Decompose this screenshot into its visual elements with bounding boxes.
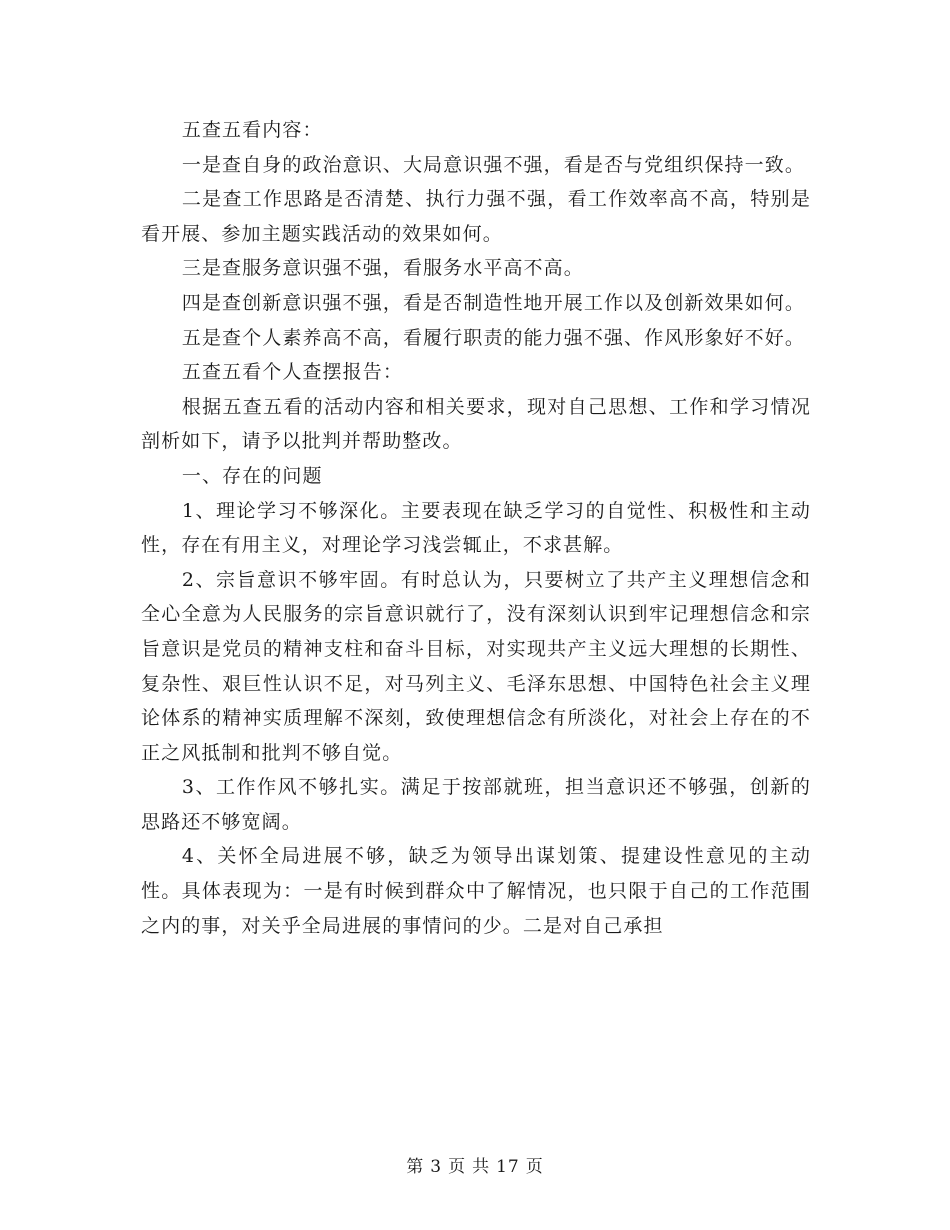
paragraph: 二是查工作思路是否清楚、执行力强不强，看工作效率高不高，特别是看开展、参加主题实践活动的效果如何。 — [141, 188, 811, 245]
footer-gong: 共 — [472, 1157, 491, 1177]
total-pages: 17 — [496, 1157, 520, 1177]
paragraph: 2、宗旨意识不够牢固。有时总认为，只要树立了共产主义理想信念和全心全意为人民服务的宗旨意识就行了，没有深刻认识到牢记理想信念和宗旨意识是党员的精神支柱和奋斗目标，对实现共产主义远大理想的长期性、复杂性、艰巨性认识不足，对马列主义、毛泽东思想、中国特色社会主义理论体系的精神实质理解不深刻，致使理想信念有所淡化，对社会上存在的不正之风抵制和批判不够自觉。 — [141, 568, 811, 764]
paragraph: 根据五查五看的活动内容和相关要求，现对自己思想、工作和学习情况剖析如下，请予以批判并帮助整改。 — [141, 395, 811, 453]
page-number: 3 — [430, 1157, 443, 1177]
paragraph: 五是查个人素养高不高，看履行职责的能力强不强、作风形象好不好。 — [181, 326, 805, 349]
page-footer — [0, 1152, 950, 1177]
paragraph: 一是查自身的政治意识、大局意识强不强，看是否与党组织保持一致。 — [181, 153, 805, 176]
paragraph: 三是查服务意识强不强，看服务水平高不高。 — [181, 257, 584, 280]
paragraph: 4、关怀全局进展不够，缺乏为领导出谋划策、提建设性意见的主动性。具体表现为：一是有时候到群众中了解情况，也只限于自己的工作范围之内的事，对关乎全局进展的事情问的少。二是对自己承担 — [141, 845, 811, 937]
footer-ye: 页 — [448, 1157, 467, 1177]
paragraph: 1、理论学习不够深化。主要表现在缺乏学习的自觉性、积极性和主动性，存在有用主义，对理论学习浅尝辄止，不求甚解。 — [141, 499, 811, 557]
document-body — [141, 113, 811, 943]
footer-di: 第 — [406, 1157, 425, 1177]
paragraph: 五查五看内容： — [181, 119, 323, 141]
paragraph: 五查五看个人查摆报告： — [181, 361, 403, 384]
section-heading: 一、存在的问题 — [181, 464, 323, 487]
paragraph: 3、工作作风不够扎实。满足于按部就班，担当意识还不够强，创新的思路还不够宽阔。 — [141, 776, 811, 833]
paragraph: 四是查创新意识强不强，看是否制造性地开展工作以及创新效果如何。 — [181, 291, 805, 314]
footer-ye-end: 页 — [525, 1157, 544, 1177]
